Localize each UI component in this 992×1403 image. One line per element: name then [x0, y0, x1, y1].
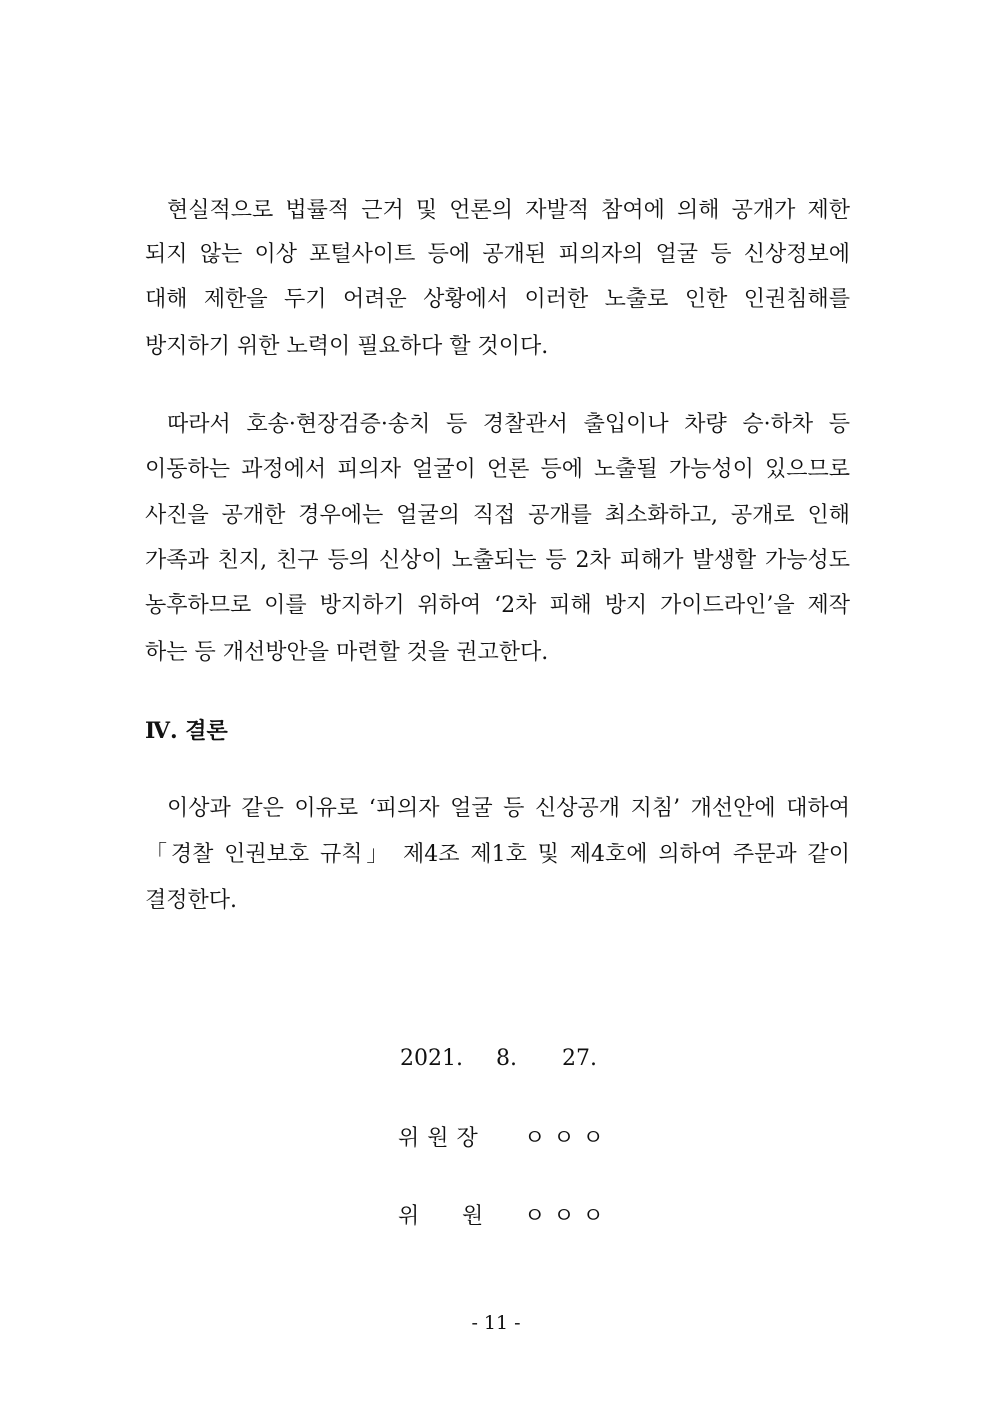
member-title-second-char: 원	[462, 1204, 484, 1229]
member-name: ㅇㅇㅇ	[524, 1204, 612, 1229]
section-heading: Ⅳ. 결론	[145, 718, 228, 744]
chair-name: ㅇㅇㅇ	[524, 1126, 612, 1151]
date-day: 27.	[562, 1046, 597, 1071]
date-month: 8.	[496, 1046, 517, 1071]
member-title-first-char: 위	[398, 1204, 420, 1229]
paragraph2-line-4: 가족과 친지, 친구 등의 신상이 노출되는 등 2차 피해가 발생할 가능성도	[145, 548, 850, 573]
paragraph2-line-3: 사진을 공개한 경우에는 얼굴의 직접 공개를 최소화하고, 공개로 인해	[145, 503, 850, 528]
paragraph2-line-5: 농후하므로 이를 방지하기 위하여 ‘2차 피해 방지 가이드라인’을 제작	[145, 593, 850, 618]
date-year: 2021.	[400, 1046, 463, 1071]
paragraph2-line-6: 하는 등 개선방안을 마련할 것을 권고한다.	[145, 640, 549, 665]
paragraph1-line-2: 되지 않는 이상 포털사이트 등에 공개된 피의자의 얼굴 등 신상정보에	[145, 242, 850, 267]
paragraph3-line-2: 「경찰 인권보호 규칙」 제4조 제1호 및 제4호에 의하여 주문과 같이	[145, 842, 850, 867]
paragraph3-line-3: 결정한다.	[145, 888, 238, 913]
page-number: - 11 -	[471, 1312, 521, 1334]
paragraph2-line-2: 이동하는 과정에서 피의자 얼굴이 언론 등에 노출될 가능성이 있으므로	[145, 457, 850, 482]
paragraph1-line-3: 대해 제한을 두기 어려운 상황에서 이러한 노출로 인한 인권침해를	[145, 287, 850, 312]
chair-title: 위원장	[398, 1126, 486, 1151]
paragraph1-line-1: 현실적으로 법률적 근거 및 언론의 자발적 참여에 의해 공개가 제한	[167, 198, 850, 223]
paragraph3-line-1: 이상과 같은 이유로 ‘피의자 얼굴 등 신상공개 지침’ 개선안에 대하여	[167, 796, 850, 821]
paragraph1-line-4: 방지하기 위한 노력이 필요하다 할 것이다.	[145, 334, 549, 359]
paragraph2-line-1: 따라서 호송·현장검증·송치 등 경찰관서 출입이나 차량 승·하차 등	[167, 412, 850, 437]
